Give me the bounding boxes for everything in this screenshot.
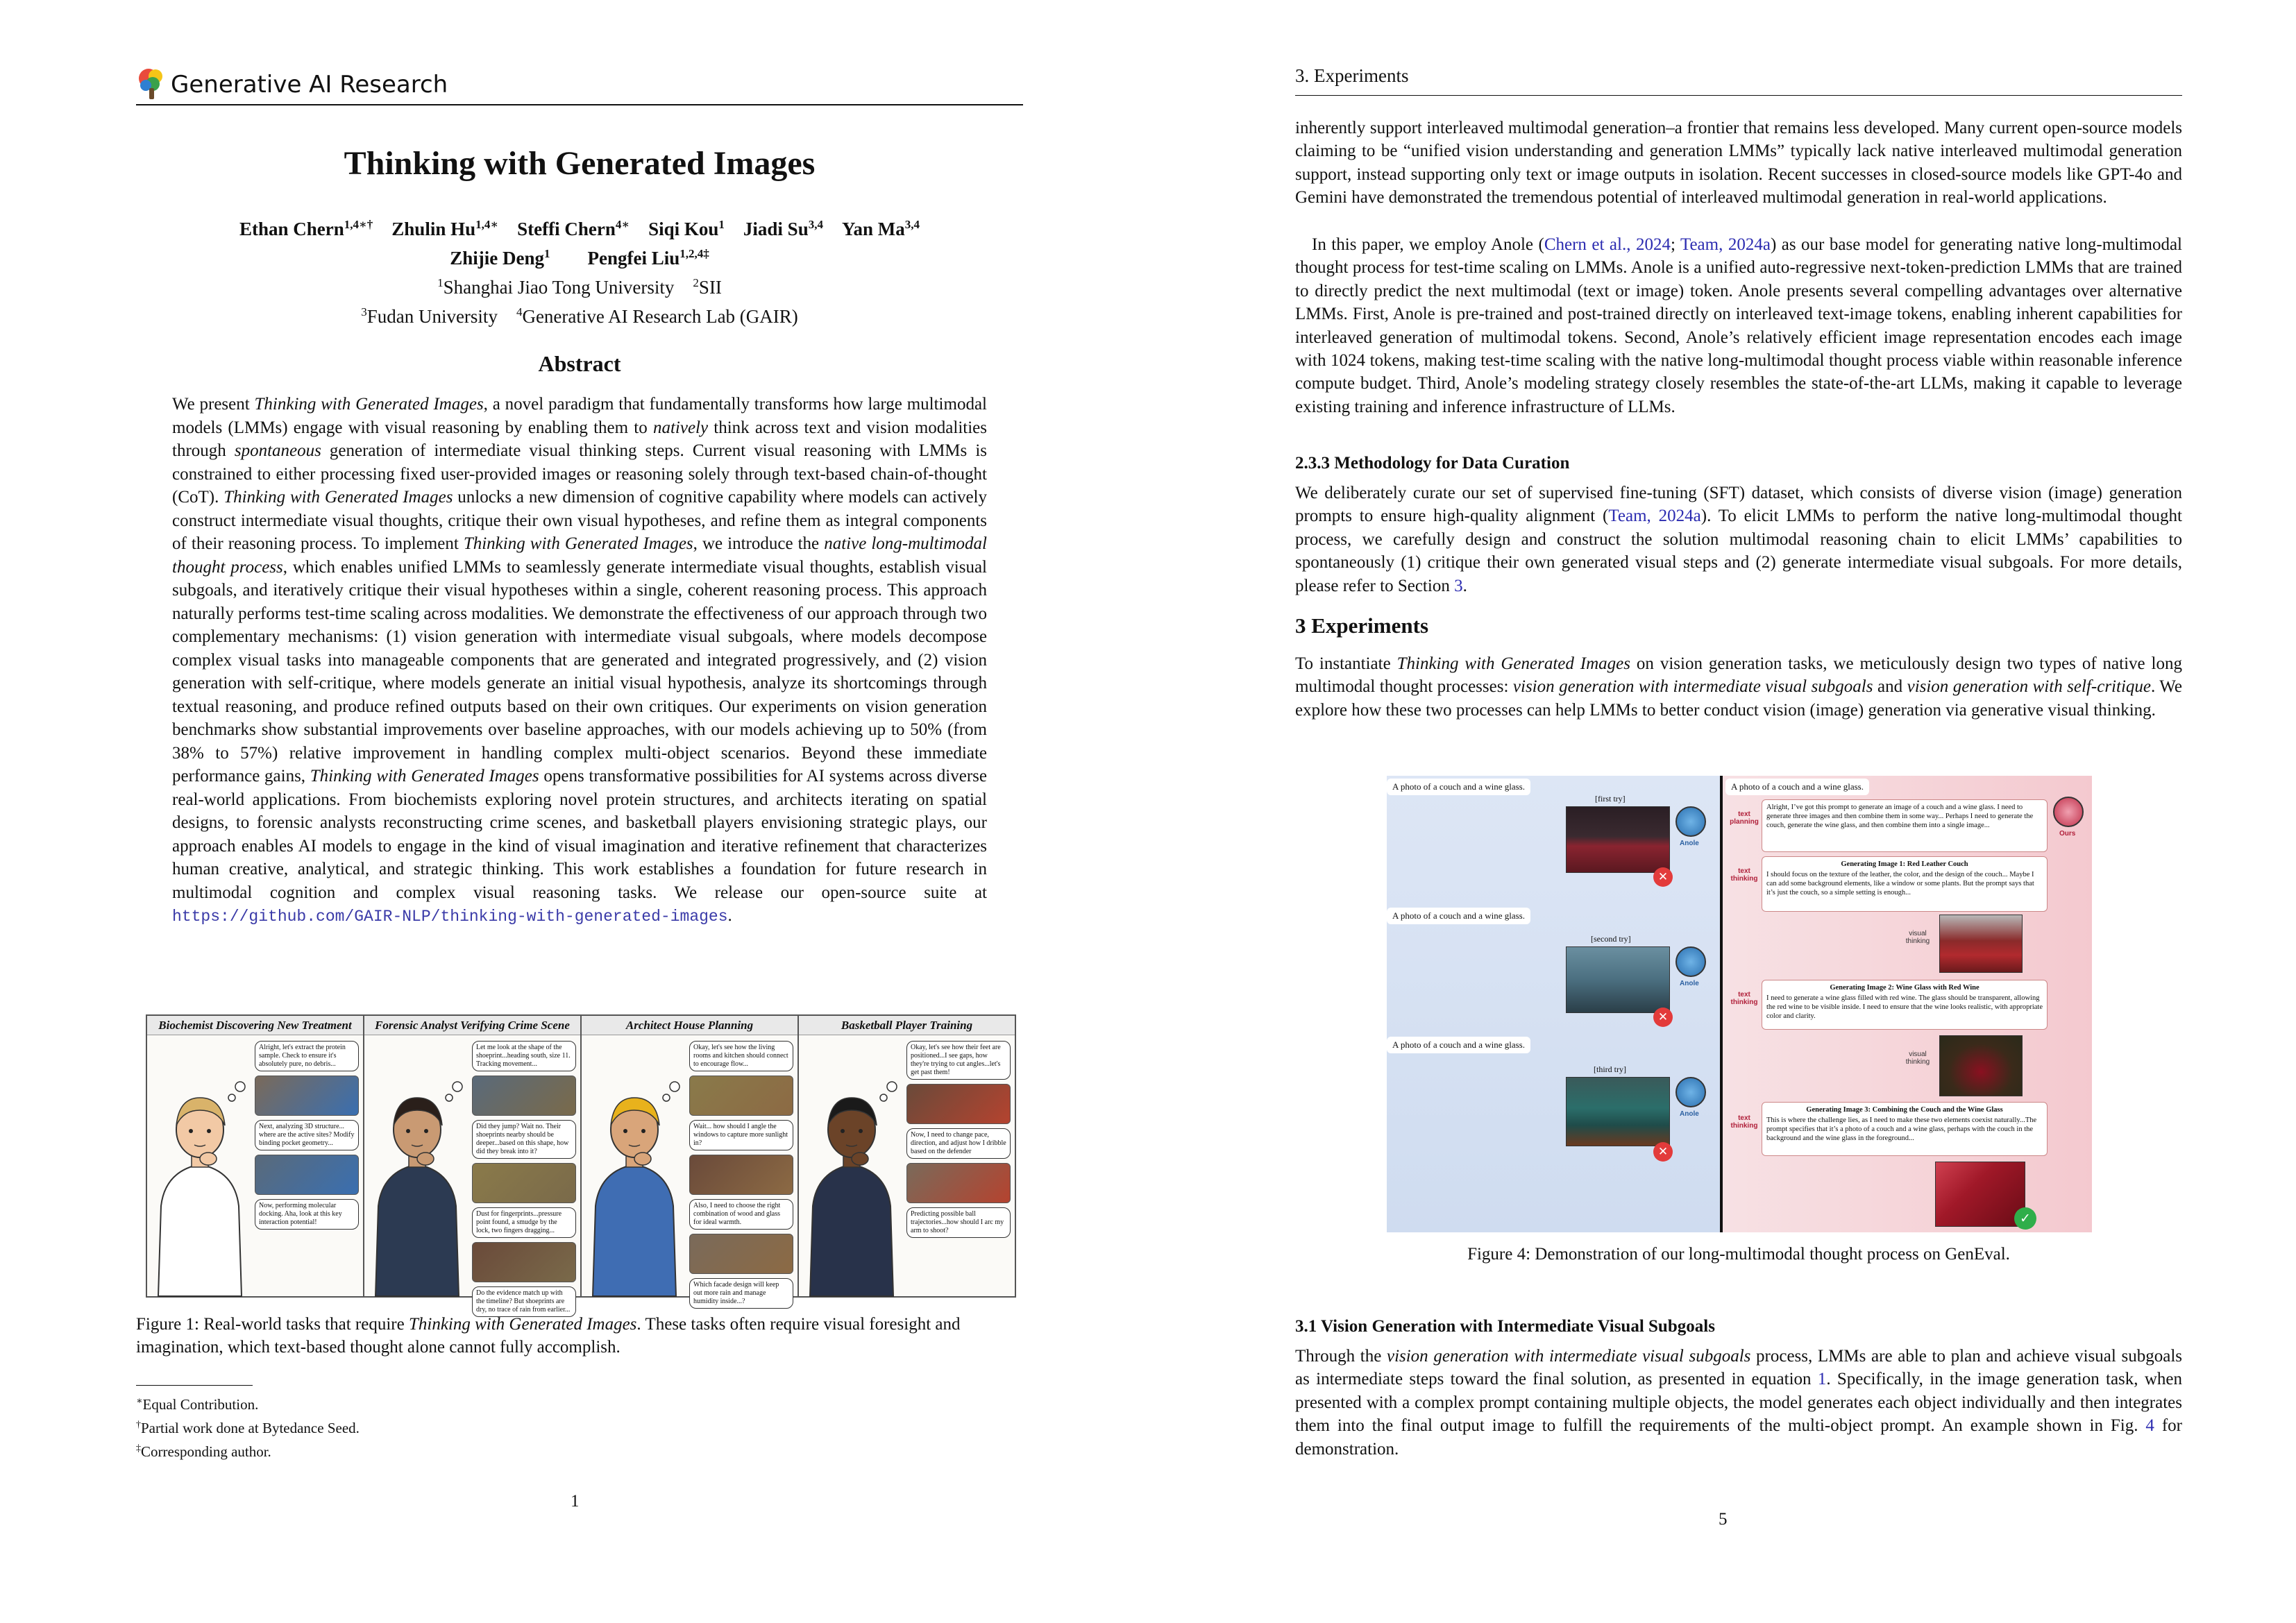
author-affil-sup: 3,4 [904, 218, 920, 231]
para-anole-citation-link[interactable]: Chern et al., 2024 [1544, 235, 1671, 254]
affiliation-sup: 2 [693, 276, 699, 289]
footnote-marker: † [136, 1420, 141, 1430]
try-label-3: [third try] [1594, 1064, 1626, 1074]
thought-bubble-text: Which facade design will keep out more rain and manage humidity inside...? [693, 1281, 779, 1305]
para-subgoals-italic: vision generation with intermediate visual subgoals [1386, 1347, 1751, 1366]
abstract-url-link[interactable]: https://github.com/GAIR-NLP/thinking-with-generated-images [172, 908, 728, 926]
subsection-3-1-heading: 3.1 Vision Generation with Intermediate Visual Subgoals [1295, 1317, 1715, 1336]
thought-bubble-text: Did they jump? Wait no. Their shoeprints nearby should be deeper...based on this shape, how did they break into it? [476, 1123, 569, 1155]
figure-4 [1387, 776, 2092, 1232]
thought-bubble-text: Let me look at the shape of the shoeprint...heading south, size 11. Tracking movement... [476, 1044, 571, 1068]
thought-bubble-text: Next, analyzing 3D structure... where are the active sites? Modify binding pocket geometry... [259, 1123, 355, 1147]
paragraph-data-curation [1295, 482, 2182, 597]
text-thinking-tag-2: text thinking [1730, 991, 1758, 1006]
thought-bubble [472, 1207, 576, 1238]
figure-1-panel-title: Forensic Analyst Verifying Crime Scene [364, 1016, 580, 1035]
thought-bubble [906, 1041, 1011, 1080]
abstract-body [172, 393, 987, 929]
anole-label-1: Anole [1680, 840, 1699, 847]
affiliation-name: Shanghai Jiao Tong University [443, 277, 675, 298]
anole-mascot-icon-2 [1675, 946, 1706, 977]
ours-image-final-combined [1935, 1162, 2025, 1227]
person-illustration [586, 1067, 683, 1296]
fail-x-icon-2: ✕ [1653, 1008, 1673, 1027]
footnote-item [136, 1391, 552, 1415]
paragraph-experiments-intro [1295, 652, 2182, 722]
affiliation-line-1 [136, 271, 1023, 300]
author-name-text: Yan Ma [841, 219, 905, 239]
figure-1-caption: Figure 1: Real-world tasks that require Thinking with Generated Images. These tasks often require visual foresight and imagination, which text-based thought alone cannot fully accomplish. [136, 1315, 961, 1357]
figure-1-panel-title: Architect House Planning [582, 1016, 797, 1035]
abstract-text: We present [172, 395, 255, 414]
figure-1-panel [582, 1016, 799, 1305]
planning-text-box: Alright, I’ve got this prompt to generate an image of a couch and a wine glass. I need to generate three images and then combine them in some way... Perhaps I need to generate the couch, generate the wine glass, and then combine them into a single image... [1762, 799, 2048, 852]
thought-bubble-text: Now, performing molecular docking. Aha, look at this key interaction potential! [259, 1202, 342, 1226]
thought-image [255, 1076, 359, 1116]
thought-image [472, 1242, 576, 1282]
header-title: Generative AI Research [171, 71, 448, 99]
para-subgoals-text: for demonstration. [1295, 1416, 2182, 1459]
thought-bubble-text: Okay, let's see how the living rooms and kitchen should connect to encourage flow... [693, 1044, 788, 1068]
author-name [391, 219, 498, 239]
step-3-box: Generating Image 3: Combining the Couch and the Wine Glass This is where the challenge lies, as I need to make these two elements coexist naturally...The prompt specifies that it’s a photo of a couch and a wine glass, perhaps with the couch in the background and the wine glass in the foreground... [1762, 1102, 2048, 1156]
author-affil-sup: 1 [544, 247, 550, 260]
thought-bubble [689, 1278, 793, 1309]
gair-logo-icon [136, 67, 168, 101]
fail-x-icon-3: ✕ [1653, 1142, 1673, 1162]
figure-1-panel [147, 1016, 364, 1296]
thought-bubble-text: Wait... how should I angle the windows to capture more sunlight in? [693, 1123, 788, 1147]
paragraph-visual-subgoals [1295, 1345, 2182, 1461]
ours-mascot-icon [2053, 797, 2084, 827]
author-affil-sup: 1,4∗† [344, 218, 373, 231]
anole-image-second-try [1566, 946, 1670, 1013]
try-label-2: [second try] [1591, 934, 1631, 944]
thought-bubble [689, 1199, 793, 1230]
author-block [136, 212, 1023, 329]
abstract-text: . [727, 906, 732, 925]
thought-image [472, 1076, 576, 1116]
visual-thinking-tag-1: visual thinking [1905, 930, 1930, 945]
paper-title: Thinking with Generated Images [344, 145, 816, 182]
abstract-text: think across text and vision modalities through [172, 418, 987, 460]
thought-bubble [472, 1041, 576, 1071]
abstract-text: , we introduce the [693, 534, 825, 553]
author-name-text: Steffi Chern [517, 219, 616, 239]
thought-bubble [255, 1199, 359, 1230]
abstract-italic: Thinking with Generated Images [310, 767, 539, 785]
abstract-text: opens transformative possibilities for AI systems across diverse real-world applications. From biochemists exploring novel protein structures, and architects iterating on spatial designs, to forensic analysts reconstructing crime scenes, and basketball players envisioning strategic plays, our approach enables AI models to engage in the kind of visual imagination and iterative refinement that characterizes human creative, analytical, and strategic thinking. This work establishes a foundation for future research in multimodal cognition and complex visual reasoning tasks. We release our open-source suite at [172, 767, 987, 902]
para-anole-text: In this paper, we employ Anole ( [1312, 235, 1544, 254]
para-subgoals-text: . Specifically, in the image generation task, when presented with a complex prompt containing multiple objects, the model generates each object individually and then integrates them into the final output image to fulfill the requirements of the multi-object prompt. An example shown in Fig. [1295, 1370, 2182, 1436]
thought-bubbles [255, 1041, 359, 1230]
try-label-1: [first try] [1595, 794, 1626, 804]
para-exp-italic: vision generation with self-critique [1907, 677, 2151, 697]
author-name-text: Zhulin Hu [391, 219, 476, 239]
thought-bubble [906, 1207, 1011, 1238]
abstract-italic: Thinking with Generated Images [463, 534, 693, 553]
abstract-italic: spontaneous [234, 441, 321, 460]
thought-image [255, 1155, 359, 1195]
affiliation-name: SII [698, 277, 722, 298]
thought-bubble [906, 1128, 1011, 1159]
anole-label-3: Anole [1680, 1110, 1699, 1118]
para-exp-text: and [1873, 677, 1907, 697]
thought-bubbles [689, 1041, 793, 1309]
footnote-text: Equal Contribution. [142, 1396, 259, 1413]
para-anole-text: ) as our base model for generating native long-multimodal thought process for test-time scaling on LMMs. Anole is a unified auto-regressive next-token-prediction LMMs that are trained to directly predict the next multimodal (text or image) token. Anole presents several compelling advantages over alternative LMMs. First, Anole is pre-trained and post-trained directly on interleaved text-image tokens, enabling inherent capabilities for interleaved generation of multimodal tokens. Second, Anole’s relatively efficient image representation encodes each image with 1024 tokens, making test-time scaling with the native long-multimodal thought process viable within reasonable inference compute budget. Third, Anole’s modeling strategy closely resembles the state-of-the-art LLMs, making it capable to leverage existing training and inference infrastructure of LLMs. [1295, 235, 2182, 416]
abstract-text: generation of intermediate visual thinking steps. Current visual reasoning with LMMs is constrained to either processing fixed user-provided images or reasoning solely through text-based chain-of-thought (CoT). [172, 441, 987, 507]
thought-bubble [472, 1120, 576, 1159]
running-header-right: 3. Experiments [1295, 65, 2182, 96]
anole-label-2: Anole [1680, 980, 1699, 987]
para-subgoals-text: Through the [1295, 1347, 1387, 1366]
text-thinking-tag-1: text thinking [1730, 867, 1758, 883]
thought-bubble-text: Alright, let's extract the protein sample. Check to ensure it's absolutely pure, no debris... [259, 1044, 346, 1068]
paragraph-interleaved-generation: inherently support interleaved multimodal generation–a frontier that remains less developed. Many current open-source models claiming to be “unified vision understanding and generation LMMs” typically lack native interleaved multimodal generation support, instead supporting only text or image outputs in isolation. Recent successes in closed-source models like GPT-4o and Gemini have demonstrated the tremendous potential of interleaved multimodal generation in real-world applications. [1295, 119, 2182, 207]
para-subgoals-text: process, LMMs are able to plan and achieve visual subgoals as intermediate steps toward the final solution, as presented in equation [1295, 1347, 2182, 1389]
ours-image-wine-glass [1939, 1035, 2023, 1096]
abstract-italic: native long-multimodal thought process [172, 534, 987, 577]
figure-1 [146, 1014, 1016, 1314]
thought-image [906, 1163, 1011, 1203]
anole-mascot-icon-3 [1675, 1077, 1706, 1107]
authors-line-1 [136, 212, 1023, 241]
prompt-box-1: A photo of a couch and a wine glass. [1387, 779, 1530, 795]
author-affil-sup: 4∗ [615, 218, 630, 231]
para-curation-text: We deliberately curate our set of supervised fine-tuning (SFT) dataset, which consists of diverse vision (image) generation prompts to ensure high-quality alignment ( [1295, 484, 2182, 526]
thought-bubble [255, 1041, 359, 1071]
running-header-left [136, 67, 1023, 105]
affiliation-sup: 1 [437, 276, 444, 289]
text-thinking-tag-3: text thinking [1730, 1114, 1758, 1130]
para-exp-italic: vision generation with intermediate visual subgoals [1512, 677, 1873, 697]
prompt-box-ours: A photo of a couch and a wine glass. [1725, 779, 1869, 795]
person-illustration [369, 1067, 466, 1296]
step-2-box: Generating Image 2: Wine Glass with Red Wine I need to generate a wine glass filled with red wine. The glass should be transparent, allowing the red wine to be visible inside. I need to ensure that the wine looks realistic, with appropriate color and clarity. [1762, 980, 2048, 1030]
para-exp-text: To instantiate [1295, 654, 1397, 673]
thought-bubble-text: Do the evidence match up with the timeline? But shoeprints are dry, no trace of rain from earlier... [476, 1289, 571, 1314]
person-illustration [151, 1067, 248, 1296]
para-exp-italic: Thinking with Generated Images [1396, 654, 1631, 673]
figure-4-divider [1720, 776, 1723, 1232]
affiliation-line-2 [136, 300, 1023, 329]
footnote-marker: ∗ [136, 1396, 143, 1407]
anole-mascot-icon-1 [1675, 806, 1706, 837]
abstract-heading: Abstract [538, 351, 621, 376]
footnote-text: Corresponding author. [141, 1443, 271, 1460]
thought-image [689, 1155, 793, 1195]
author-affil-sup: 1 [718, 218, 725, 231]
para-exp-text: . We explore how these two processes can help LMMs to better conduct vision (image) generation via generative visual thinking. [1295, 677, 2182, 720]
figure-1-panel-title: Biochemist Discovering New Treatment [147, 1016, 363, 1035]
affiliation-name: Fudan University [366, 306, 498, 327]
author-name [239, 219, 373, 239]
para-curation-text: ). To elicit LMMs to perform the native long-multimodal thought process, we carefully design and construct the solution multimodal reasoning chain to elicit LMMs’ capabilities to spontaneously (1) critique their own generated visual steps and (2) generate intermediate visual subgoals. For more details, please refer to Section [1295, 507, 2182, 595]
affiliation-name: Generative AI Research Lab (GAIR) [522, 306, 798, 327]
author-affil-sup: 1,2,4‡ [679, 247, 709, 260]
thought-bubble-text: Dust for fingerprints...pressure point found, a smudge by the lock, two fingers dragging... [476, 1210, 562, 1234]
thought-bubble-text: Also, I need to choose the right combination of wood and glass for ideal warmth. [693, 1202, 781, 1226]
abstract-text: unlocks a new dimension of cognitive capability where models can actively construct intermediate visual thoughts, critique their own visual hypotheses, and refine them as integral components of their reasoning process. To implement [172, 488, 987, 553]
thought-bubble-text: Okay, let's see how their feet are positioned...I see gaps, how they're trying to cut angles...let's get past them! [911, 1044, 1001, 1076]
thought-image [472, 1163, 576, 1203]
para-anole-citation-link[interactable]: Team, 2024a [1680, 235, 1771, 254]
figure-1-panel-body [364, 1035, 580, 1314]
step-1-box: Generating Image 1: Red Leather Couch I should focus on the texture of the leather, the color, and the design of the couch... Maybe I can add some background elements, like a window or some plants. But the prompt says that it’s just the couch, so a simple setting is enough... [1762, 856, 2048, 912]
person-illustration [803, 1067, 900, 1296]
para-exp-text: on vision generation tasks, we meticulously design two types of native long multimodal thought processes: [1295, 654, 2182, 697]
figure-1-panel [799, 1016, 1015, 1296]
anole-image-third-try [1566, 1077, 1670, 1146]
figure-1-panel-body [147, 1035, 363, 1296]
footnote-text: Partial work done at Bytedance Seed. [141, 1420, 360, 1436]
page-number-left: 1 [571, 1492, 580, 1511]
author-name-text: Pengfei Liu [587, 248, 680, 269]
para-subgoals-citation-link[interactable]: 1 [1817, 1370, 1827, 1389]
author-name-text: Ethan Chern [239, 219, 344, 239]
para-curation-citation-link[interactable]: Team, 2024a [1608, 507, 1701, 526]
abstract-italic: Thinking with Generated Images [223, 488, 453, 507]
footnote-item [136, 1438, 552, 1462]
visual-thinking-tag-2: visual thinking [1905, 1051, 1930, 1066]
footnote-rule [136, 1385, 253, 1386]
thought-image [906, 1084, 1011, 1124]
author-name [743, 219, 823, 239]
abstract-text: , a novel paradigm that fundamentally transforms how large multimodal models (LMMs) engage with visual reasoning by enabling them to [172, 395, 987, 437]
author-name-text: Zhijie Deng [450, 248, 544, 269]
author-name-text: Jiadi Su [743, 219, 809, 239]
thought-bubble [689, 1041, 793, 1071]
prompt-box-2: A photo of a couch and a wine glass. [1387, 908, 1530, 924]
author-affil-sup: 1,4∗ [475, 218, 499, 231]
para-curation-citation-link[interactable]: 3 [1454, 576, 1463, 595]
abstract-italic: Thinking with Generated Images [254, 395, 484, 414]
footnote-item [136, 1415, 552, 1438]
footnote-marker: ‡ [136, 1443, 141, 1454]
abstract-italic: natively [652, 418, 709, 437]
thought-bubble-text: Now, I need to change pace, direction, and adjust how I dribble based on the defender [911, 1131, 1006, 1155]
figure-1-panel-title: Basketball Player Training [799, 1016, 1015, 1035]
success-check-icon: ✓ [2014, 1207, 2036, 1230]
ours-label: Ours [2059, 830, 2076, 838]
footnotes [136, 1385, 552, 1462]
abstract-text: , which enables unified LMMs to seamlessly generate intermediate visual thoughts, establish visual subgoals, and iteratively critique their visual hypotheses within a single, coherent reasoning process. This approach naturally performs test-time scaling across modalities. We demonstrate the effectiveness of our approach through two complementary mechanisms: (1) vision generation with intermediate visual subgoals, where models decompose complex visual tasks into manageable components that are generated and integrated progressively, and (2) vision generation with self-critique, where models generate an initial visual hypothesis, analyze its shortcomings through textual reasoning, and produce refined outputs based on their own critiques. Our experiments on vision generation benchmarks show substantial improvements over baseline approaches, with our models achieving up to 50% (from 38% to 57%) relative improvement in handling complex multi-object scenarios. Beyond these immediate performance gains, [172, 557, 987, 785]
para-curation-text: . [1462, 576, 1467, 595]
author-affil-sup: 3,4 [808, 218, 823, 231]
author-name [842, 219, 920, 239]
author-name [588, 248, 709, 269]
thought-bubbles [906, 1041, 1011, 1238]
thought-image [689, 1076, 793, 1116]
author-name [648, 219, 725, 239]
affiliation-sup: 3 [361, 305, 367, 318]
text-planning-tag: text planning [1730, 810, 1759, 826]
footnote-list [136, 1391, 552, 1462]
authors-line-2 [136, 241, 1023, 271]
para-anole-text: ; [1670, 235, 1680, 254]
thought-bubble [689, 1120, 793, 1150]
figure-4-anole-panel [1387, 776, 1720, 1232]
figure-1-panel [364, 1016, 582, 1314]
thought-image [689, 1234, 793, 1274]
figure-4-caption: Figure 4: Demonstration of our long-multimodal thought process on GenEval. [1467, 1245, 2010, 1264]
figure-1-panel-body [799, 1035, 1015, 1296]
thought-bubble-text: Predicting possible ball trajectories...how should I arc my arm to shoot? [911, 1210, 1004, 1234]
prompt-box-3: A photo of a couch and a wine glass. [1387, 1037, 1530, 1053]
ours-image-red-couch [1939, 915, 2023, 973]
para-subgoals-citation-link[interactable]: 4 [2145, 1416, 2154, 1436]
author-name [450, 248, 550, 269]
author-name [517, 219, 630, 239]
thought-bubble [255, 1120, 359, 1150]
anole-image-first-try [1566, 806, 1670, 873]
fail-x-icon-1: ✕ [1653, 867, 1673, 887]
author-name-text: Siqi Kou [648, 219, 719, 239]
thought-bubbles [472, 1041, 576, 1317]
section-3-heading: 3 Experiments [1295, 613, 1429, 638]
figure-1-panel-body [582, 1035, 797, 1305]
paragraph-anole [1295, 233, 2182, 418]
affiliation-sup: 4 [516, 305, 523, 318]
page-number-right: 5 [1719, 1510, 1728, 1529]
subsection-2-3-3-heading: 2.3.3 Methodology for Data Curation [1295, 454, 1570, 473]
